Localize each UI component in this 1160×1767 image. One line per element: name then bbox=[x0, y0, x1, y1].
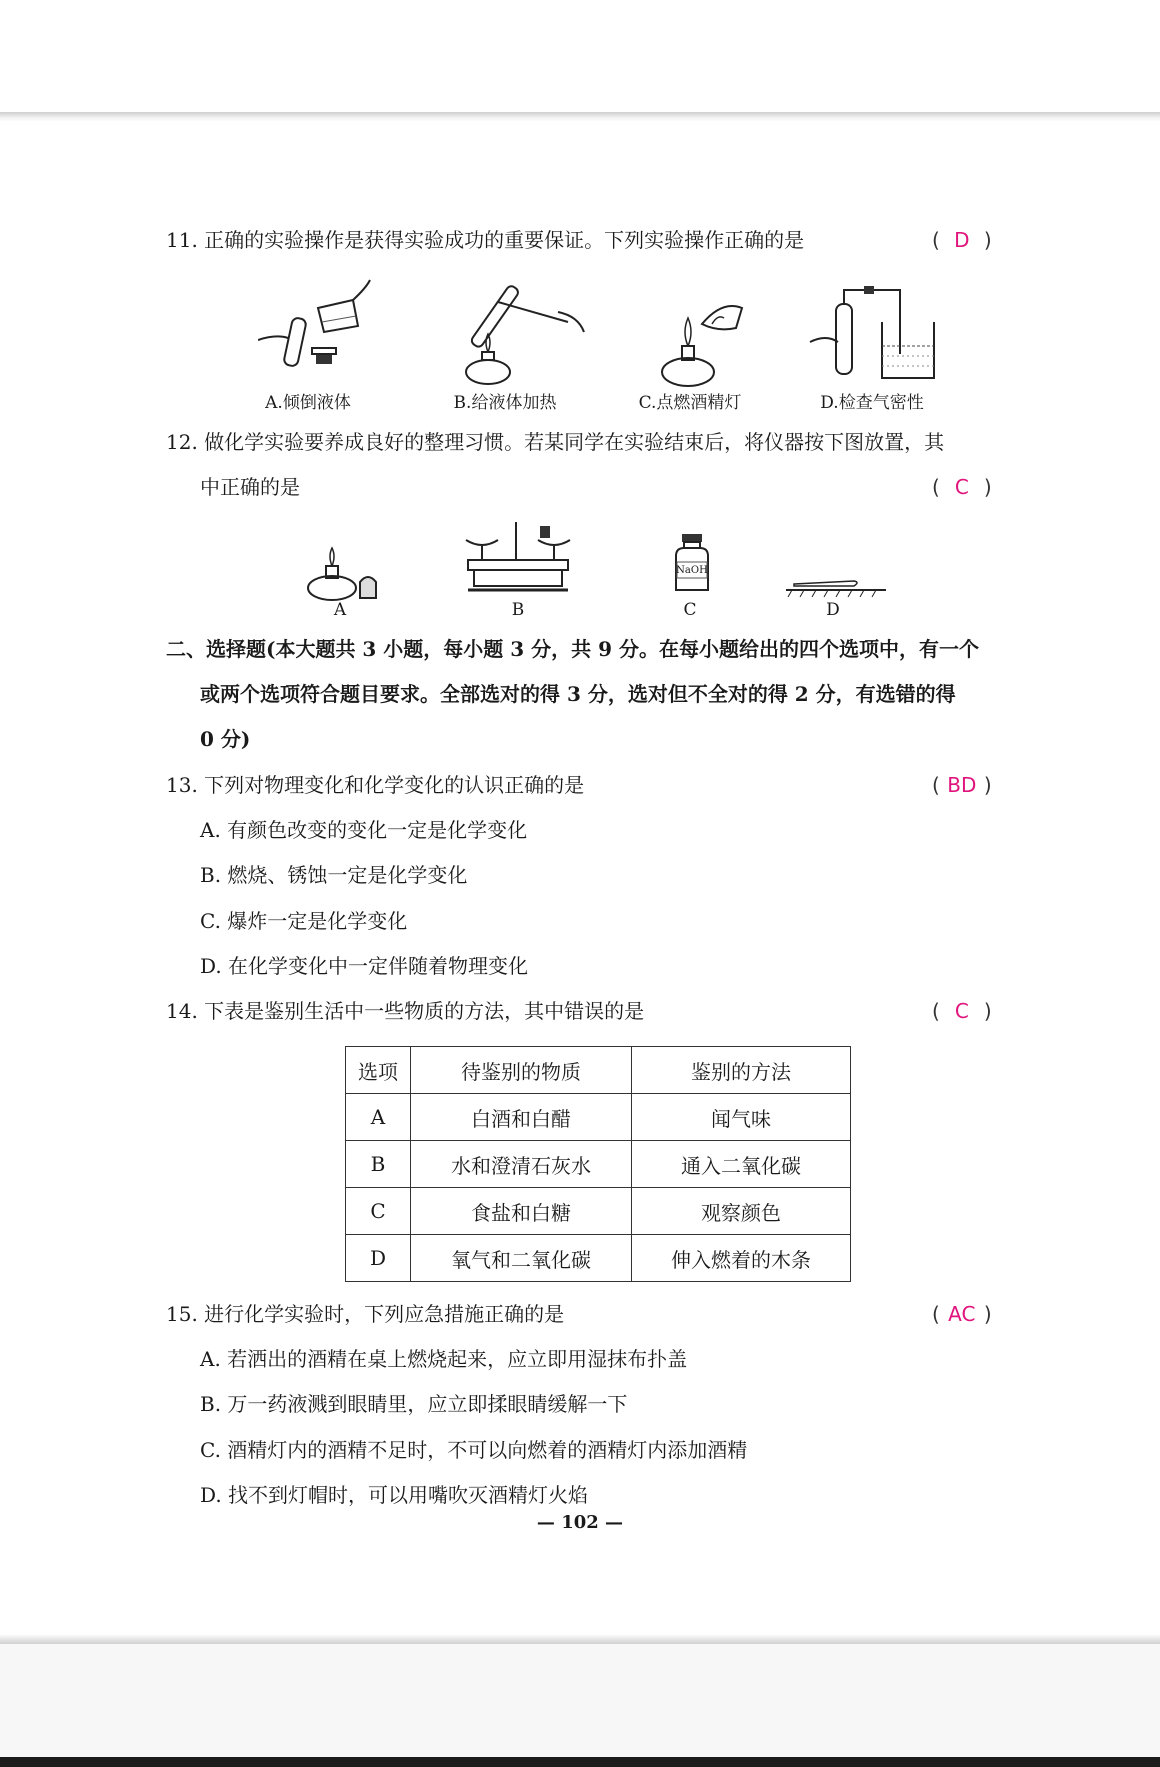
page-number-value: 102 bbox=[561, 1512, 599, 1533]
q11-stem: 11. 正确的实验操作是获得实验成功的重要保证。下列实验操作正确的是 bbox=[166, 228, 805, 252]
q11-answer: D bbox=[954, 228, 970, 252]
q14-answer: C bbox=[954, 999, 969, 1023]
q12-figure-a bbox=[304, 546, 384, 602]
q13-option-c: C. 爆炸一定是化学变化 bbox=[200, 909, 408, 933]
table-header-cell: 鉴别的方法 bbox=[632, 1047, 851, 1094]
table-header-cell: 待鉴别的物质 bbox=[411, 1047, 632, 1094]
q13-option-d: D. 在化学变化中一定伴随着物理变化 bbox=[200, 954, 529, 978]
q14-table bbox=[345, 1046, 851, 1282]
q11-figure-b-label: B.给液体加热 bbox=[453, 393, 557, 413]
table-cell: 闻气味 bbox=[632, 1094, 851, 1141]
q11-figure-d bbox=[808, 284, 938, 384]
page-top-edge bbox=[0, 112, 1160, 122]
table-row bbox=[346, 1141, 851, 1188]
table-row bbox=[346, 1235, 851, 1282]
q11-figure-c bbox=[652, 294, 752, 390]
table-cell: B bbox=[346, 1141, 411, 1188]
table-row bbox=[346, 1188, 851, 1235]
q14-answer-bracket: ( C ) bbox=[932, 999, 992, 1023]
table-header-row bbox=[346, 1047, 851, 1094]
bottom-bar bbox=[0, 1757, 1160, 1767]
table-cell: 水和澄清石灰水 bbox=[411, 1141, 632, 1188]
section2-heading-line1: 二、选择题(本大题共 3 小题，每小题 3 分，共 9 分。在每小题给出的四个选项中，有一个 bbox=[166, 637, 979, 661]
q15-option-a: A. 若洒出的酒精在桌上燃烧起来，应立即用湿抹布扑盖 bbox=[200, 1347, 688, 1371]
q15-option-c: C. 酒精灯内的酒精不足时，不可以向燃着的酒精灯内添加酒精 bbox=[200, 1438, 748, 1462]
q12-stem-line1: 12. 做化学实验要养成良好的整理习惯。若某同学在实验结束后，将仪器按下图放置，其 bbox=[166, 430, 945, 454]
table-cell: 氧气和二氧化碳 bbox=[411, 1235, 632, 1282]
q15-stem: 15. 进行化学实验时，下列应急措施正确的是 bbox=[166, 1302, 565, 1326]
q15-option-b: B. 万一药液溅到眼睛里，应立即揉眼睛缓解一下 bbox=[200, 1392, 628, 1416]
q11-figure-b bbox=[458, 272, 588, 388]
table-cell: 食盐和白糖 bbox=[411, 1188, 632, 1235]
q11-figure-a bbox=[258, 278, 378, 388]
q13-option-b: B. 燃烧、锈蚀一定是化学变化 bbox=[200, 863, 468, 887]
bottom-margin bbox=[0, 1644, 1160, 1757]
top-margin bbox=[0, 0, 1160, 116]
q12-figure-d-label: D bbox=[826, 600, 840, 620]
q11-answer-bracket: ( D ) bbox=[932, 228, 992, 252]
table-row bbox=[346, 1094, 851, 1141]
q13-answer: BD bbox=[947, 773, 977, 797]
q12-figure-a-label: A bbox=[333, 600, 347, 620]
page-number: — 102 — bbox=[536, 1512, 624, 1533]
q12-figure-c bbox=[672, 532, 712, 594]
q13-answer-bracket: ( BD ) bbox=[932, 773, 992, 797]
q11-figure-d-label: D.检查气密性 bbox=[820, 393, 924, 413]
q13-stem: 13. 下列对物理变化和化学变化的认识正确的是 bbox=[166, 773, 585, 797]
page-bottom-edge bbox=[0, 1634, 1160, 1644]
q11-figure-c-label: C.点燃酒精灯 bbox=[638, 393, 742, 413]
q12-answer-bracket: ( C ) bbox=[932, 475, 992, 499]
q14-stem: 14. 下表是鉴别生活中一些物质的方法，其中错误的是 bbox=[166, 999, 645, 1023]
q15-answer: AC bbox=[948, 1302, 976, 1326]
section2-heading-line2: 或两个选项符合题目要求。全部选对的得 3 分，选对但不全对的得 2 分，有选错的得 bbox=[200, 682, 956, 706]
q15-option-d: D. 找不到灯帽时，可以用嘴吹灭酒精灯火焰 bbox=[200, 1483, 589, 1507]
table-cell: 伸入燃着的木条 bbox=[632, 1235, 851, 1282]
q12-bottle-label: NaOH bbox=[676, 565, 708, 576]
table-cell: 观察颜色 bbox=[632, 1188, 851, 1235]
table-cell: A bbox=[346, 1094, 411, 1141]
table-cell: 白酒和白醋 bbox=[411, 1094, 632, 1141]
table-header-cell: 选项 bbox=[346, 1047, 411, 1094]
q15-answer-bracket: ( AC ) bbox=[932, 1302, 992, 1326]
table-cell: D bbox=[346, 1235, 411, 1282]
section2-heading-line3: 0 分) bbox=[200, 727, 251, 751]
q12-figure-b-label: B bbox=[511, 600, 525, 620]
q12-answer: C bbox=[954, 475, 969, 499]
q12-figure-c-label: C bbox=[683, 600, 697, 620]
q12-figure-b bbox=[460, 520, 576, 596]
q13-option-a: A. 有颜色改变的变化一定是化学变化 bbox=[200, 818, 528, 842]
q12-figure-d bbox=[784, 576, 888, 598]
table-cell: C bbox=[346, 1188, 411, 1235]
q12-stem-line2: 中正确的是 bbox=[200, 475, 300, 499]
table-cell: 通入二氧化碳 bbox=[632, 1141, 851, 1188]
q11-figure-a-label: A.倾倒液体 bbox=[265, 393, 351, 413]
